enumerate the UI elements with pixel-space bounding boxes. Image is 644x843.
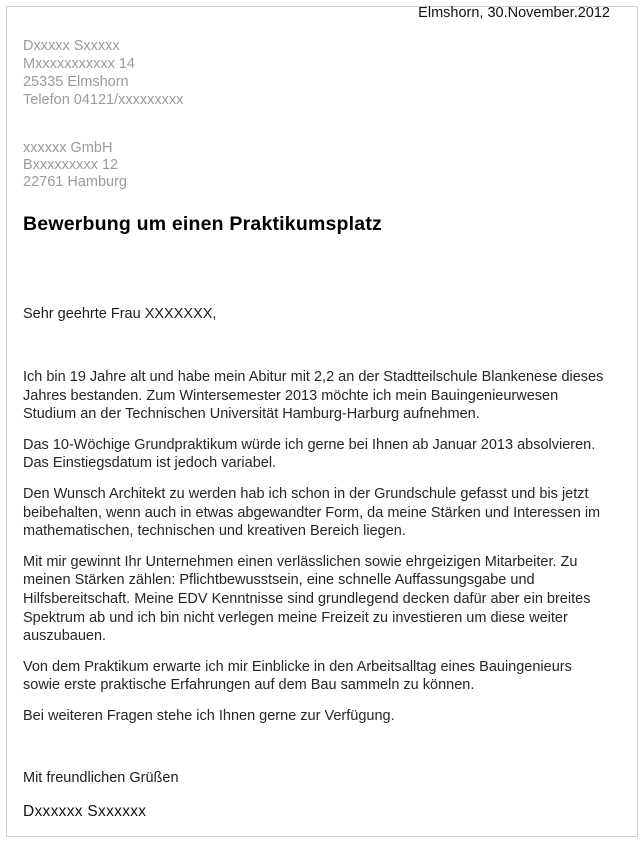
recipient-street: Bxxxxxxxxx 12 bbox=[23, 157, 119, 173]
body-paragraph: Bei weiteren Fragen stehe ich Ihnen gerne zur Verfügung. bbox=[23, 707, 395, 724]
sender-phone: Telefon 04121/xxxxxxxxx bbox=[23, 92, 184, 108]
date-line: Elmshorn, 30.November.2012 bbox=[418, 5, 610, 21]
letter-body bbox=[23, 368, 610, 726]
closing-line: Mit freundlichen Grüßen bbox=[23, 769, 179, 786]
sender-street: Mxxxxxxxxxxx 14 bbox=[23, 56, 135, 72]
body-paragraph: Mit mir gewinnt Ihr Unternehmen einen verlässlichen sowie ehrgeizigen Mitarbeiter. Zu meinen Stärken zählen: Pflichtbewusstsein, eine schnelle Auffassungsgabe und Hilfsbereitschaft. Meine EDV Kenntnisse sind grundlegend decken dafür aber ein breites Spektrum ab und ich bin nicht verlegen meine Freizeit zu investieren um diese weiter auszubauen. bbox=[23, 553, 591, 645]
signature-name: Dxxxxxx Sxxxxxx bbox=[23, 802, 147, 820]
body-paragraph: Das 10-Wöchige Grundpraktikum würde ich gerne bei Ihnen ab Januar 2013 absolvieren. Das Einstiegsdatum ist jedoch variabel. bbox=[23, 436, 596, 472]
recipient-city: 22761 Hamburg bbox=[23, 174, 127, 190]
recipient-company: xxxxxx GmbH bbox=[23, 140, 113, 156]
subject-heading: Bewerbung um einen Praktikumsplatz bbox=[23, 213, 382, 235]
salutation-line: Sehr geehrte Frau XXXXXXX, bbox=[23, 306, 217, 322]
sender-city: 25335 Elmshorn bbox=[23, 74, 129, 90]
sender-name: Dxxxxx Sxxxxx bbox=[23, 38, 120, 54]
body-paragraph: Von dem Praktikum erwarte ich mir Einblicke in den Arbeitsalltag eines Bauingenieurs sowie erste praktische Erfahrungen auf dem Bau sammeln zu können. bbox=[23, 658, 572, 694]
body-paragraph: Ich bin 19 Jahre alt und habe mein Abitur mit 2,2 an der Stadtteilschule Blankenese dieses Jahres bestanden. Zum Wintersemester 2013 möchte ich mein Bauingenieurwesen Studium an der Technischen Universität Hamburg-Harburg aufnehmen. bbox=[23, 369, 604, 423]
sender-address-block bbox=[23, 37, 610, 109]
body-paragraph: Den Wunsch Architekt zu werden hab ich schon in der Grundschule gefasst und bis jetzt beibehalten, wenn auch in etwas abgewandter Form, da meine Stärken und Interessen im mathematischen, technischen und kreativen Bereich liegen. bbox=[23, 485, 601, 540]
recipient-address-block bbox=[23, 140, 610, 191]
letter-document bbox=[23, 0, 610, 821]
